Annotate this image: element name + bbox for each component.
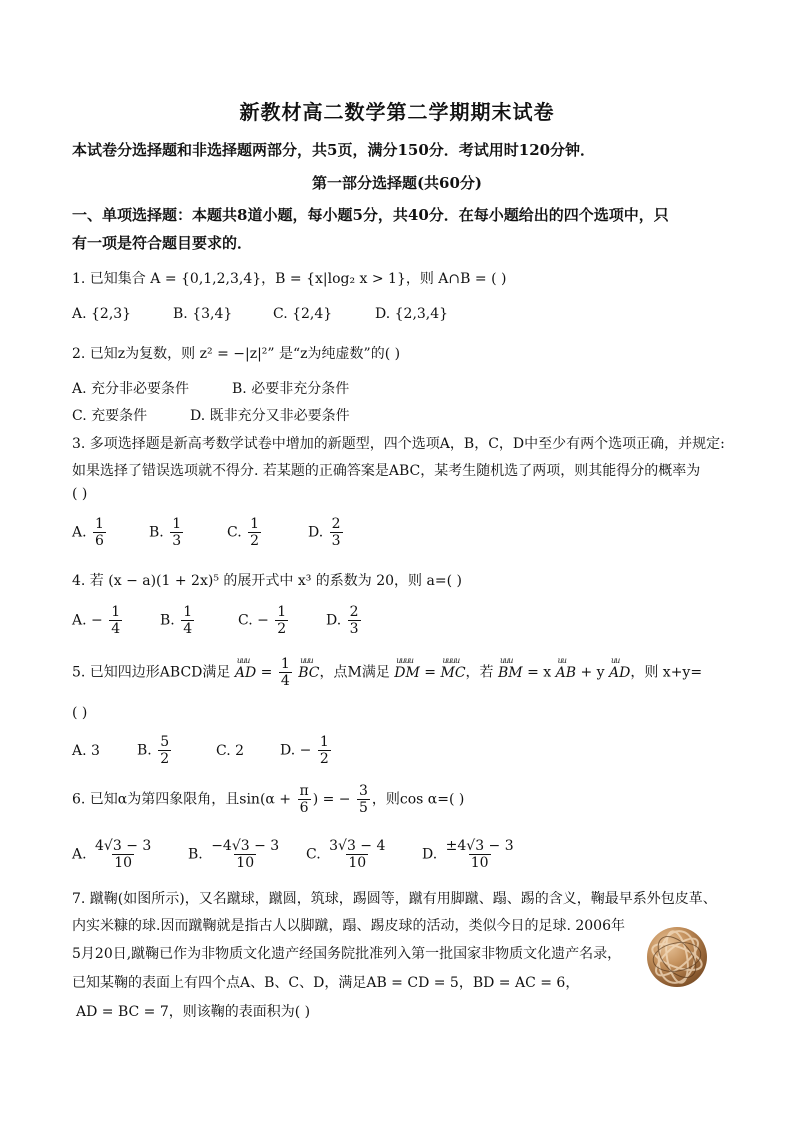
q6-option-d (422, 838, 518, 871)
option-label: D. (422, 846, 438, 863)
fraction: $\frac{1}{2}$ (277, 604, 287, 638)
fraction: $\frac{3}{5}$ (358, 783, 368, 817)
fraction: $\frac{\pi}{6}$ (299, 783, 309, 817)
question-3-line2: 如果选择了错误选项就不得分. 若某题的正确答案是ABC，某考生随机选了两项，则其能得分的概率为 (72, 463, 701, 479)
question-3-line3: ( ) (72, 486, 88, 502)
option-label: A. (72, 524, 87, 541)
option-label: D. (326, 612, 342, 629)
q4-option-c (238, 604, 290, 637)
q6-option-a (72, 838, 155, 871)
option-label: D. (308, 524, 324, 541)
question-3-line1: 3. 多项选择题是新高考数学试卷中增加的新题型，四个选项A，B，C，D中至少有两个选项正确，并规定: (72, 436, 725, 452)
cuju-ball-image (647, 927, 707, 987)
q4-option-a (72, 604, 124, 637)
fraction: $\frac{1}{2}$ (250, 516, 260, 550)
q5-text: ，则 x+y= (630, 664, 703, 681)
option-label: B. (137, 742, 152, 759)
fraction: $\frac{3√3 - 4}{10}$ (329, 838, 386, 872)
fraction: $\frac{-4√3 - 3}{10}$ (211, 838, 280, 872)
fraction: $\frac{1}{6}$ (95, 516, 104, 550)
option-label: C. (227, 524, 242, 541)
option-label: B. (188, 846, 203, 863)
fraction: $\frac{2}{3}$ (331, 516, 341, 550)
q6-option-b (188, 838, 283, 871)
exam-intro: 本试卷分选择题和非选择题两部分，共5页，满分150分．考试用时120分钟． (72, 141, 596, 159)
q1-option-c: C. {2,4} (273, 306, 333, 322)
vector-bc: uuu BC (298, 655, 320, 681)
q6-text: 6. 已知α为第四象限角，且sin(α + (72, 791, 292, 808)
fraction: $\frac{1}{2}$ (319, 734, 329, 768)
q3-option-b (149, 516, 185, 549)
q5-text: ，若 (465, 664, 494, 681)
question-7-line2: 内实米糠的球.因而蹴鞠就是指古人以脚蹴，蹋、踢皮球的活动，类似今日的足球. 2006年 (72, 918, 625, 934)
question-6-stem (72, 783, 464, 816)
fraction: $\frac{1}{3}$ (172, 516, 182, 550)
option-label: C. (306, 846, 321, 863)
vector-ad: uuu AD (234, 655, 257, 681)
question-5-line2: ( ) (72, 705, 88, 721)
q1-option-a: A. {2,3} (72, 306, 132, 322)
vector-ad: uu AD (609, 655, 631, 681)
q2-option-d: D. 既非充分又非必要条件 (190, 408, 350, 424)
ball-weave-pattern (647, 927, 707, 987)
q1-option-b: B. {3,4} (173, 306, 233, 322)
q5-option-a: A. 3 (72, 743, 100, 759)
q4-option-d (326, 604, 363, 637)
fraction: $\frac{1}{4}$ (111, 604, 121, 638)
section-heading-line1: 一、单项选择题：本题共8道小题，每小题5分，共40分．在每小题给出的四个选项中，只 (72, 206, 669, 224)
vector-dm: uuuu DM (394, 655, 420, 681)
q5-equals: = (260, 664, 273, 681)
question-2-stem: 2. 已知z为复数，则 z² = −|z|²” 是“z为纯虚数”的( ) (72, 346, 401, 362)
fraction: $\frac{2}{3}$ (349, 604, 359, 638)
option-label: D. − (280, 742, 312, 759)
question-7-line5: AD = BC = 7，则该鞠的表面积为( ) (76, 1004, 311, 1020)
exam-title: 新教材高二数学第二学期期末试卷 (239, 100, 555, 124)
question-7-line1: 7. 蹴鞠(如图所示)，又名蹴球，蹴圆，筑球，踢圆等，蹴有用脚蹴、蹋、踢的含义，鞠最早系外包皮革、 (72, 891, 717, 907)
q6-option-c (306, 838, 389, 871)
q4-option-b (160, 604, 196, 637)
q3-option-d (308, 516, 345, 549)
q6-text: ) = − (312, 791, 351, 808)
fraction: $\frac{5}{2}$ (160, 734, 170, 768)
question-7-line4: 已知某鞠的表面上有四个点A、B、C、D，满足AB = CD = 5，BD = AC = 6， (72, 975, 580, 991)
option-label: A. − (72, 612, 103, 629)
section-heading-line2: 有一项是符合题目要求的． (72, 234, 253, 252)
q1-option-d: D. {2,3,4} (375, 306, 449, 322)
option-label: B. (160, 612, 175, 629)
fraction: $\frac{4√3 - 3}{10}$ (95, 838, 152, 872)
fraction: $\frac{1}{4}$ (183, 604, 193, 638)
option-label: B. (149, 524, 164, 541)
vector-bm: uuu BM (497, 655, 523, 681)
q2-option-c: C. 充要条件 (72, 408, 148, 424)
question-7-line3: 5月20日,蹴鞠已作为非物质文化遗产经国务院批准列入第一批国家非物质文化遗产名录， (72, 946, 622, 962)
q5-text: 5. 已知四边形ABCD满足 (72, 664, 231, 681)
question-4-stem: 4. 若 (x − a)(1 + 2x)⁵ 的展开式中 x³ 的系数为 20，则 a=( ) (72, 573, 462, 589)
vector-mc: uuuu MC (440, 655, 466, 681)
q2-option-a: A. 充分非必要条件 (72, 381, 190, 397)
q2-option-b: B. 必要非充分条件 (232, 381, 350, 397)
q5-text: = x (527, 664, 552, 681)
q6-text: ，则cos α=( ) (371, 791, 465, 808)
question-1-stem: 1. 已知集合 A = {0,1,2,3,4}，B = {x|log₂ x > 1}，则 A∩B = ( ) (72, 271, 507, 287)
question-5-stem (72, 656, 702, 689)
q3-option-c (227, 516, 263, 549)
vector-ab: uu AB (555, 655, 576, 681)
q5-option-b (137, 734, 173, 767)
option-label: A. (72, 846, 87, 863)
part-heading: 第一部分选择题(共60分) (311, 174, 483, 192)
fraction: $\frac{1}{4}$ (280, 656, 290, 690)
q5-text: ，点M满足 (319, 664, 390, 681)
q3-option-a (72, 516, 108, 549)
fraction: $\frac{\pm 4√3 - 3}{10}$ (445, 838, 514, 872)
q5-equals: = (424, 664, 437, 681)
option-label: C. − (238, 612, 269, 629)
q5-option-d (280, 734, 333, 767)
q5-text: + y (580, 664, 605, 681)
q5-option-c: C. 2 (216, 743, 245, 759)
